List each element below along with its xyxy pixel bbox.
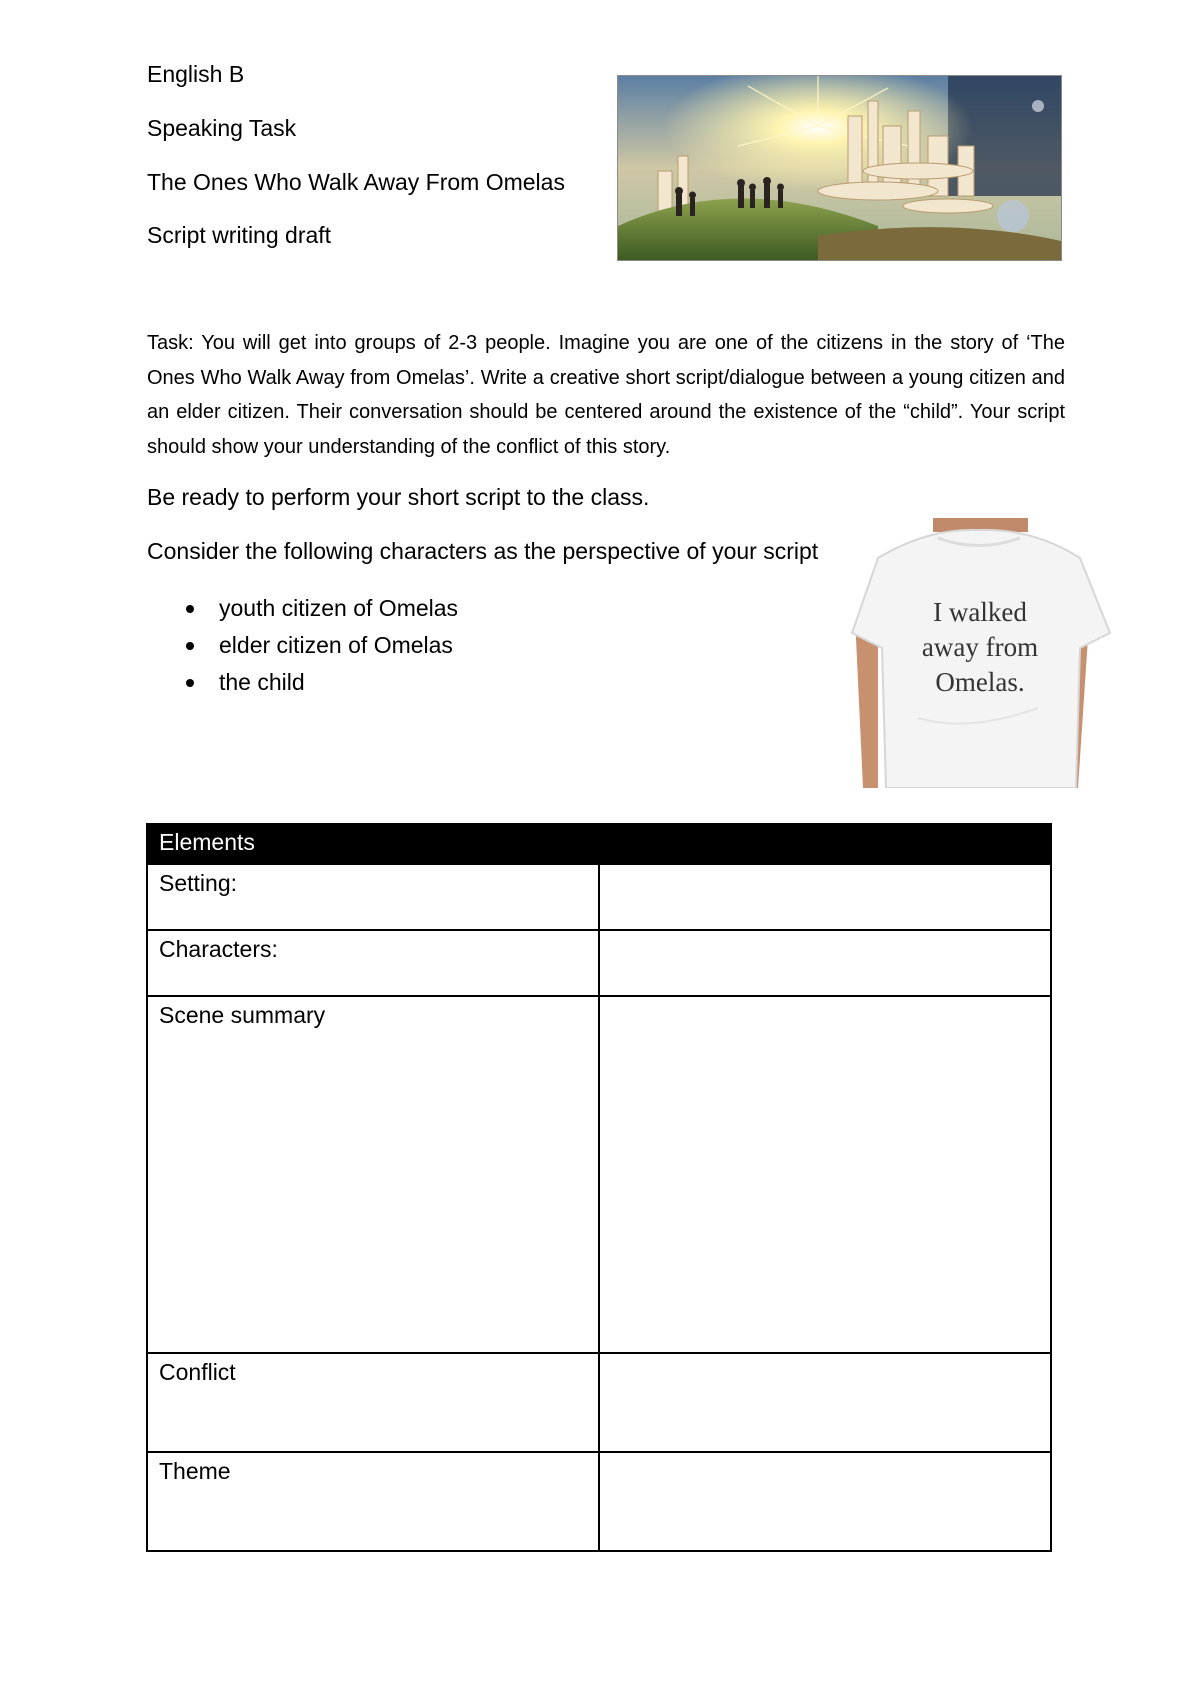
task-type: Speaking Task (147, 115, 297, 141)
shirt-text-line: Omelas. (935, 667, 1025, 697)
character-list (180, 590, 458, 701)
scene-summary-field[interactable] (599, 996, 1051, 1353)
table-header: Elements (147, 824, 1051, 864)
table-row (147, 930, 1051, 996)
characters-field[interactable] (599, 930, 1051, 996)
table-row (147, 996, 1051, 1353)
conflict-field[interactable] (599, 1353, 1051, 1452)
table-row (147, 864, 1051, 930)
list-item: the child (180, 664, 458, 701)
course-title: English B (147, 61, 245, 87)
ready-instruction: Be ready to perform your short script to the class. (147, 484, 650, 510)
task-description: Task: You will get into groups of 2-3 people. Imagine you are one of the citizens in the story of ‘The Ones Who Walk Away from Omelas’. Write a creative short script/dialogue between a young citizen and an elder citizen. Their conversation should be centered around the existence of the “child”. Your script should show your understanding of the conflict of this story. (147, 332, 1065, 458)
setting-field[interactable] (599, 864, 1051, 930)
characters-label: Characters: (147, 930, 599, 996)
shirt-text-line: away from (921, 632, 1039, 662)
conflict-label: Conflict (147, 1353, 599, 1452)
list-item: youth citizen of Omelas (180, 590, 458, 627)
utopian-city-illustration (617, 75, 1062, 261)
scene-summary-label: Scene summary (147, 996, 599, 1353)
shirt-text-line: I walked (933, 597, 1027, 627)
list-item: elder citizen of Omelas (180, 627, 458, 664)
theme-label: Theme (147, 1452, 599, 1551)
elements-table (146, 823, 1052, 1552)
story-title: The Ones Who Walk Away From Omelas (147, 169, 565, 195)
theme-field[interactable] (599, 1452, 1051, 1551)
draft-label: Script writing draft (147, 222, 332, 248)
table-row (147, 1353, 1051, 1452)
table-row (147, 1452, 1051, 1551)
setting-label: Setting: (147, 864, 599, 930)
tshirt-photo (848, 518, 1118, 788)
consider-instruction: Consider the following characters as the perspective of your script (147, 538, 819, 564)
